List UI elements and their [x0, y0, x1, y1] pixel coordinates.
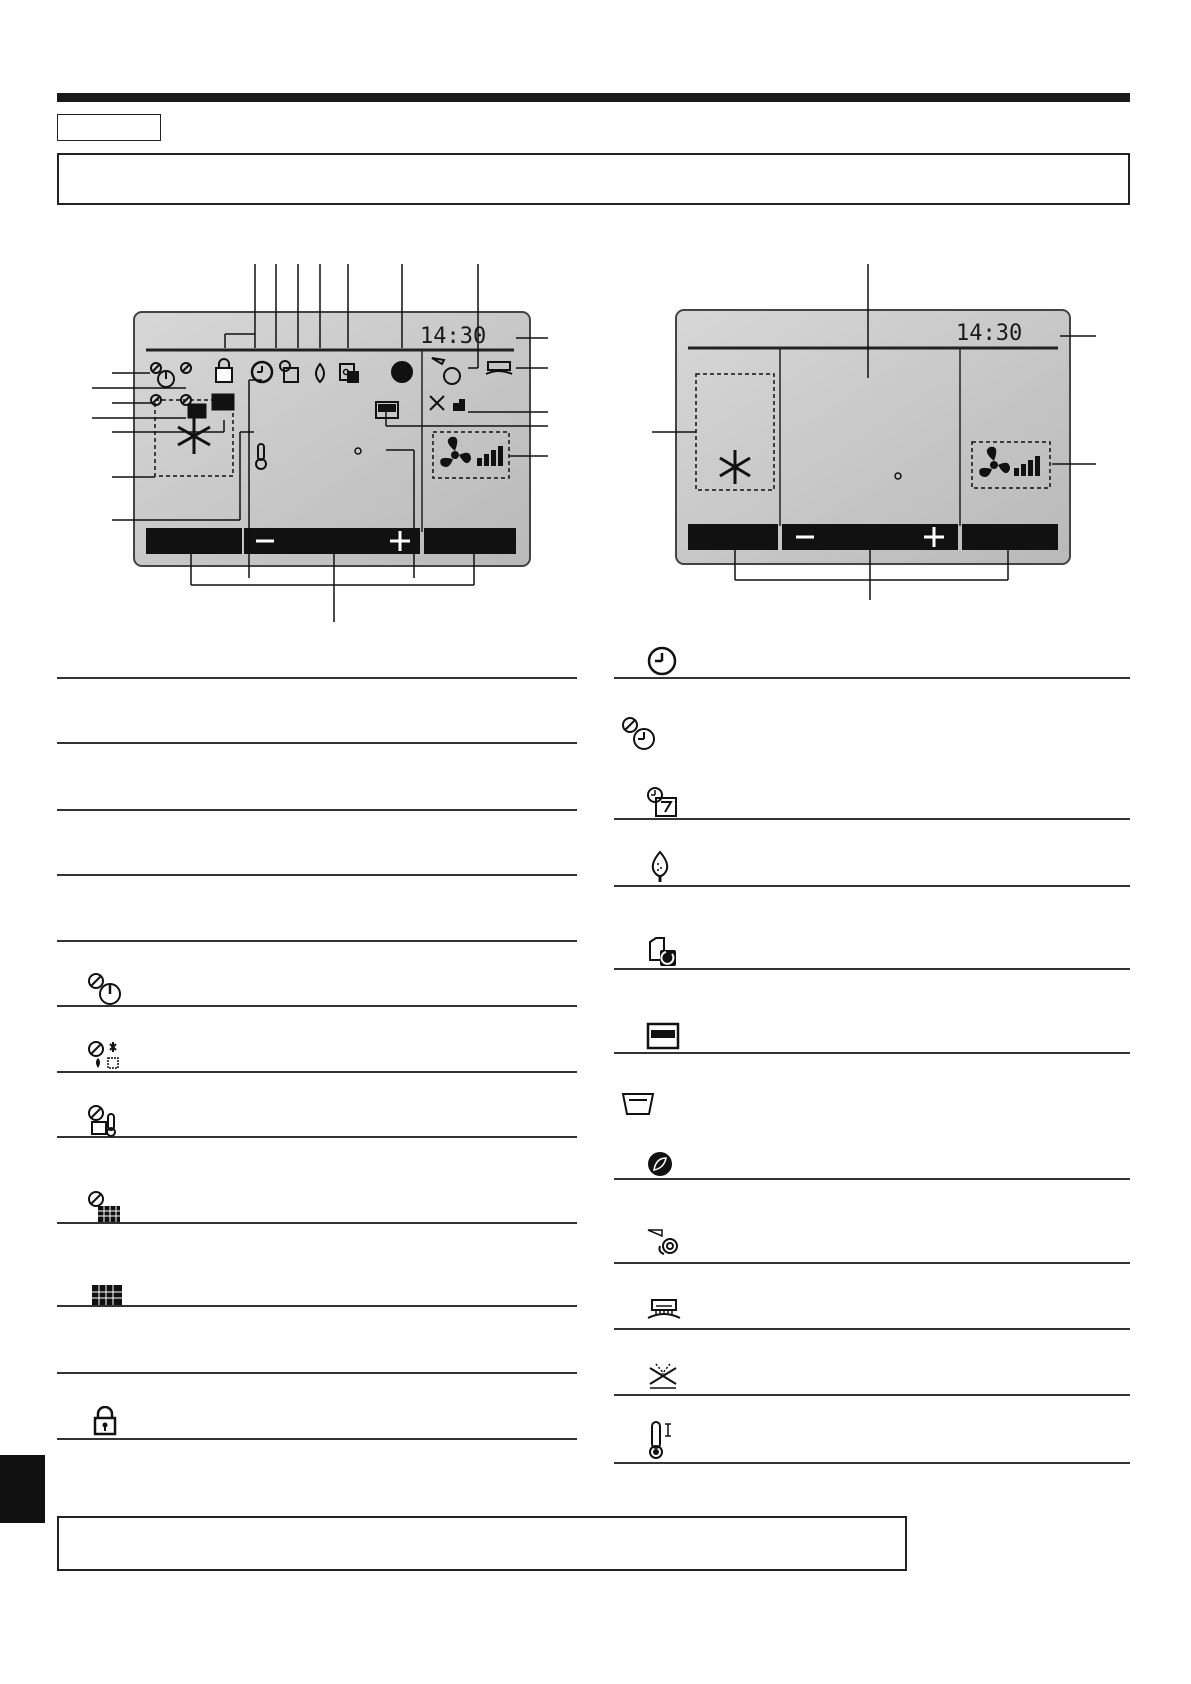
display-rect-icon [646, 1022, 680, 1050]
louver-icon [646, 1296, 682, 1324]
swing-icon [646, 1360, 682, 1390]
clock-prohibited-icon [620, 716, 660, 752]
temp-prohibited-icon [86, 1104, 126, 1138]
left-table-rule [57, 677, 577, 679]
vane-icon [646, 1226, 682, 1256]
right-table-rule [614, 885, 1130, 887]
left-table-rule [57, 1305, 577, 1307]
left-table-rule [57, 1372, 577, 1374]
mode-prohibited-icon [86, 1040, 126, 1074]
right-table-rule [614, 968, 1130, 970]
note-box [57, 1516, 907, 1571]
right-table-rule [614, 1178, 1130, 1180]
weekly-timer-icon [646, 786, 682, 818]
right-table-rule [614, 818, 1130, 820]
left-table-rule [57, 809, 577, 811]
fan-prohibited-icon [86, 1190, 126, 1224]
leaf-icon [646, 1150, 674, 1178]
left-table-rule [57, 1071, 577, 1073]
right-table-rule [614, 1462, 1130, 1464]
left-table-rule [57, 1136, 577, 1138]
power-prohibited-icon [86, 972, 126, 1006]
vent-cycle-icon [646, 934, 680, 968]
right-table-rule [614, 1394, 1130, 1396]
left-display-diagram [0, 250, 560, 630]
left-table-rule [57, 1438, 577, 1440]
left-table-rule [57, 1005, 577, 1007]
right-clock: 14:30 [956, 321, 1023, 346]
lock-icon [92, 1406, 118, 1436]
right-softkey-3 [962, 524, 1058, 550]
right-table-rule [614, 677, 1130, 679]
sensor-drop-icon [648, 850, 672, 884]
thermometer-icon [646, 1420, 676, 1460]
section-tag-box [57, 114, 161, 141]
clock-timer-icon [646, 646, 680, 676]
left-table-rule [57, 742, 577, 744]
left-softkey-3 [424, 528, 516, 554]
section-heading-box [57, 153, 1130, 205]
filter-grid-icon [90, 1283, 124, 1307]
left-clock: 14:30 [420, 324, 487, 349]
right-table-rule [614, 1052, 1130, 1054]
right-display-diagram [600, 250, 1160, 610]
right-table-rule [614, 1262, 1130, 1264]
header-rule [57, 93, 1130, 102]
left-softkey-1 [146, 528, 242, 554]
side-tab [0, 1455, 45, 1523]
tray-icon [620, 1090, 656, 1118]
left-table-rule [57, 874, 577, 876]
left-table-rule [57, 1222, 577, 1224]
right-table-rule [614, 1328, 1130, 1330]
right-softkey-1 [688, 524, 778, 550]
left-table-rule [57, 940, 577, 942]
